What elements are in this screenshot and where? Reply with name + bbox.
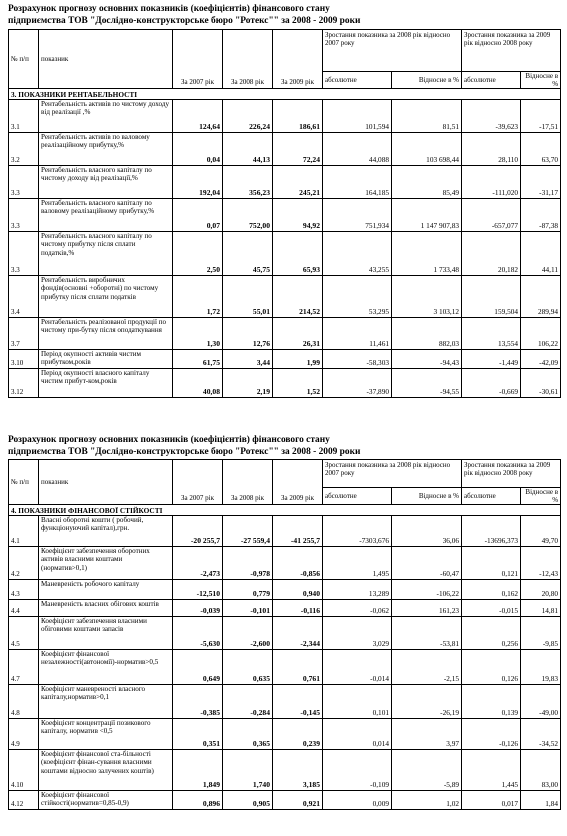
table-row bbox=[9, 719, 561, 750]
growth-rel-2008: -106,22 bbox=[392, 580, 462, 600]
growth-rel-2008: 3,97 bbox=[392, 719, 462, 750]
financial-stability-table bbox=[8, 459, 561, 810]
indicator-name: Період окупності власного капіталу чистим прибут-ком,років bbox=[39, 369, 173, 398]
row-number: 3.3 bbox=[9, 199, 39, 232]
value-2007: 0,04 bbox=[173, 133, 223, 166]
value-2008: -2,600 bbox=[223, 617, 273, 650]
value-2009: 1,52 bbox=[273, 369, 323, 398]
value-2008: 0,365 bbox=[223, 719, 273, 750]
growth-abs-2008: 101,594 bbox=[323, 100, 392, 133]
value-2009: 245,21 bbox=[273, 166, 323, 199]
table-row bbox=[9, 318, 561, 350]
section-row bbox=[9, 505, 561, 516]
growth-rel-2009: 106,22 bbox=[521, 318, 561, 350]
row-number: 4.7 bbox=[9, 650, 39, 685]
value-2007: 40,08 bbox=[173, 369, 223, 398]
col-header-num: № п/п bbox=[9, 30, 39, 89]
growth-abs-2008: -7303,676 bbox=[323, 516, 392, 547]
section-title: 4. ПОКАЗНИКИ ФІНАНСОВОЇ СТІЙКОСТІ bbox=[9, 505, 561, 516]
growth-abs-2008: 43,255 bbox=[323, 232, 392, 276]
col-header-rel-2008: Відносне в % bbox=[392, 488, 462, 505]
growth-rel-2008: 85,49 bbox=[392, 166, 462, 199]
indicator-name: Коефіцієнт фінансової ста-більності (коефіцієнт фінан-сування власними коштами відносно залучених коштів) bbox=[39, 750, 173, 791]
col-header-2007: За 2007 рік bbox=[173, 460, 223, 505]
indicator-name: Рентабельність активів по валовому реалізаційному прибутку,% bbox=[39, 133, 173, 166]
value-2009: 94,92 bbox=[273, 199, 323, 232]
value-2009: 0,940 bbox=[273, 580, 323, 600]
col-header-2009: За 2009 рік bbox=[273, 460, 323, 505]
indicator-name: Коефіцієнт маневреності власного капіталу,норматив>0,1 bbox=[39, 685, 173, 719]
growth-rel-2009: -87,38 bbox=[521, 199, 561, 232]
value-2007: -2,473 bbox=[173, 547, 223, 580]
growth-rel-2009: -17,51 bbox=[521, 100, 561, 133]
col-header-growth-2009: Зростання показника за 2009 рік відносно 2008 року bbox=[462, 30, 561, 72]
growth-abs-2009: -0,015 bbox=[462, 600, 521, 617]
growth-abs-2009: 0,256 bbox=[462, 617, 521, 650]
row-number: 3.1 bbox=[9, 100, 39, 133]
value-2008: 226,24 bbox=[223, 100, 273, 133]
value-2008: 3,44 bbox=[223, 350, 273, 369]
table-row bbox=[9, 350, 561, 369]
table-row bbox=[9, 791, 561, 810]
growth-abs-2008: -37,890 bbox=[323, 369, 392, 398]
growth-rel-2008: -26,19 bbox=[392, 685, 462, 719]
growth-rel-2008: 36,06 bbox=[392, 516, 462, 547]
growth-abs-2008: 0,014 bbox=[323, 719, 392, 750]
value-2009: 3,185 bbox=[273, 750, 323, 791]
row-number: 4.3 bbox=[9, 580, 39, 600]
value-2008: -0,284 bbox=[223, 685, 273, 719]
col-header-abs-2009: абсолютне bbox=[462, 72, 521, 89]
value-2008: 12,76 bbox=[223, 318, 273, 350]
value-2008: 752,00 bbox=[223, 199, 273, 232]
col-header-2008: За 2008 рік bbox=[223, 460, 273, 505]
value-2009: 26,31 bbox=[273, 318, 323, 350]
block1-heading-line1: Розрахунок прогнозу основних показників (коефіцієнтів) фінансового стану bbox=[8, 4, 330, 14]
growth-rel-2009: -31,17 bbox=[521, 166, 561, 199]
value-2008: 44,13 bbox=[223, 133, 273, 166]
row-number: 3.10 bbox=[9, 350, 39, 369]
value-2008: -0,978 bbox=[223, 547, 273, 580]
growth-rel-2009: -34,52 bbox=[521, 719, 561, 750]
growth-rel-2008: 1 733,48 bbox=[392, 232, 462, 276]
growth-abs-2009: -0,126 bbox=[462, 719, 521, 750]
growth-abs-2008: 13,289 bbox=[323, 580, 392, 600]
table-row bbox=[9, 369, 561, 398]
growth-abs-2009: 20,182 bbox=[462, 232, 521, 276]
indicator-name: Коефіцієнт концентрації позикового капіталу, норматив <0,5 bbox=[39, 719, 173, 750]
growth-rel-2008: 103 698,44 bbox=[392, 133, 462, 166]
growth-abs-2008: 164,185 bbox=[323, 166, 392, 199]
col-header-indicator: показник bbox=[39, 460, 173, 505]
value-2008: -27 559,4 bbox=[223, 516, 273, 547]
growth-abs-2008: 11,461 bbox=[323, 318, 392, 350]
growth-abs-2009: 0,139 bbox=[462, 685, 521, 719]
value-2009: 0,239 bbox=[273, 719, 323, 750]
growth-rel-2008: -53,81 bbox=[392, 617, 462, 650]
row-number: 3.2 bbox=[9, 133, 39, 166]
growth-abs-2008: 0,009 bbox=[323, 791, 392, 810]
value-2008: 55,01 bbox=[223, 276, 273, 318]
value-2009: 0,921 bbox=[273, 791, 323, 810]
growth-rel-2009: -12,43 bbox=[521, 547, 561, 580]
table-row bbox=[9, 685, 561, 719]
growth-abs-2008: -0,014 bbox=[323, 650, 392, 685]
growth-abs-2009: -0,669 bbox=[462, 369, 521, 398]
col-header-2007: За 2007 рік bbox=[173, 30, 223, 89]
growth-rel-2008: 882,03 bbox=[392, 318, 462, 350]
growth-abs-2009: -39,623 bbox=[462, 100, 521, 133]
value-2007: 61,75 bbox=[173, 350, 223, 369]
row-number: 4.9 bbox=[9, 719, 39, 750]
growth-abs-2009: -657,077 bbox=[462, 199, 521, 232]
indicator-name: Рентабельність власного капіталу по чистому прибутку після сплати податків,% bbox=[39, 232, 173, 276]
value-2007: -5,630 bbox=[173, 617, 223, 650]
section-row bbox=[9, 89, 561, 100]
value-2007: 0,351 bbox=[173, 719, 223, 750]
growth-rel-2008: -94,43 bbox=[392, 350, 462, 369]
growth-rel-2009: -42,09 bbox=[521, 350, 561, 369]
table-row bbox=[9, 580, 561, 600]
col-header-rel-2009: Відносне в % bbox=[521, 488, 561, 505]
growth-rel-2008: -2,15 bbox=[392, 650, 462, 685]
value-2009: -0,145 bbox=[273, 685, 323, 719]
table-row bbox=[9, 600, 561, 617]
growth-rel-2008: 3 103,12 bbox=[392, 276, 462, 318]
value-2009: -0,856 bbox=[273, 547, 323, 580]
growth-rel-2009: 49,70 bbox=[521, 516, 561, 547]
value-2009: 1,99 bbox=[273, 350, 323, 369]
growth-abs-2009: -111,020 bbox=[462, 166, 521, 199]
indicator-name: Коефіцієнт фінансової незалежності(автономії)-норматив>0,5 bbox=[39, 650, 173, 685]
value-2009: 214,52 bbox=[273, 276, 323, 318]
indicator-name: Маневреність робочого капіталу bbox=[39, 580, 173, 600]
growth-rel-2009: 14,81 bbox=[521, 600, 561, 617]
value-2007: 0,896 bbox=[173, 791, 223, 810]
value-2009: -0,116 bbox=[273, 600, 323, 617]
growth-rel-2008: 81,51 bbox=[392, 100, 462, 133]
growth-rel-2008: 1 147 907,83 bbox=[392, 199, 462, 232]
indicator-name: Коефіцієнт забезпечення оборотних активів власними коштами (норматив>0,1) bbox=[39, 547, 173, 580]
block2-heading-line2: підприємства ТОВ "Дослідно-конструкторське бюро "Ротекс"" за 2008 - 2009 роки bbox=[8, 447, 361, 457]
col-header-rel-2008: Відносне в % bbox=[392, 72, 462, 89]
growth-rel-2008: 161,23 bbox=[392, 600, 462, 617]
growth-abs-2009: 13,554 bbox=[462, 318, 521, 350]
growth-abs-2008: 53,295 bbox=[323, 276, 392, 318]
value-2007: -12,510 bbox=[173, 580, 223, 600]
row-number: 4.8 bbox=[9, 685, 39, 719]
growth-abs-2008: -58,303 bbox=[323, 350, 392, 369]
value-2007: 0,07 bbox=[173, 199, 223, 232]
value-2009: 72,24 bbox=[273, 133, 323, 166]
growth-rel-2009: 20,80 bbox=[521, 580, 561, 600]
growth-rel-2008: -94,55 bbox=[392, 369, 462, 398]
value-2007: 0,649 bbox=[173, 650, 223, 685]
growth-abs-2008: 1,495 bbox=[323, 547, 392, 580]
indicator-name: Рентабельність власного капіталу по чистому доходу від реалізації,% bbox=[39, 166, 173, 199]
growth-rel-2009: 83,00 bbox=[521, 750, 561, 791]
value-2007: 1,30 bbox=[173, 318, 223, 350]
value-2009: 186,61 bbox=[273, 100, 323, 133]
value-2009: -41 255,7 bbox=[273, 516, 323, 547]
growth-abs-2008: 3,029 bbox=[323, 617, 392, 650]
col-header-abs-2008: абсолютне bbox=[323, 488, 392, 505]
growth-abs-2009: 0,126 bbox=[462, 650, 521, 685]
row-number: 4.1 bbox=[9, 516, 39, 547]
row-number: 3.3 bbox=[9, 232, 39, 276]
growth-abs-2008: -0,109 bbox=[323, 750, 392, 791]
growth-abs-2009: 0,017 bbox=[462, 791, 521, 810]
value-2008: -0,101 bbox=[223, 600, 273, 617]
indicator-name: Рентабельність реалізованої продукції по чистому при-бутку після оподаткування bbox=[39, 318, 173, 350]
col-header-growth-2009: Зростання показника за 2009 рік відносно 2008 року bbox=[462, 460, 561, 488]
table-row bbox=[9, 617, 561, 650]
col-header-indicator: показник bbox=[39, 30, 173, 89]
profitability-table bbox=[8, 29, 561, 398]
growth-abs-2008: 751,934 bbox=[323, 199, 392, 232]
col-header-2009: За 2009 рік bbox=[273, 30, 323, 89]
row-number: 4.2 bbox=[9, 547, 39, 580]
growth-abs-2008: 44,088 bbox=[323, 133, 392, 166]
value-2008: 0,635 bbox=[223, 650, 273, 685]
table-row bbox=[9, 166, 561, 199]
table-row bbox=[9, 232, 561, 276]
table-row bbox=[9, 547, 561, 580]
growth-rel-2009: 44,11 bbox=[521, 232, 561, 276]
growth-abs-2009: 0,121 bbox=[462, 547, 521, 580]
section-title: 3. ПОКАЗНИКИ РЕНТАБЕЛЬНОСТІ bbox=[9, 89, 561, 100]
growth-rel-2009: -49,00 bbox=[521, 685, 561, 719]
table-row bbox=[9, 100, 561, 133]
growth-abs-2009: 1,445 bbox=[462, 750, 521, 791]
value-2008: 0,779 bbox=[223, 580, 273, 600]
growth-abs-2009: 0,162 bbox=[462, 580, 521, 600]
indicator-name: Власні оборотні кошти ( робочий, функціонуючий капітал),грн. bbox=[39, 516, 173, 547]
block1-heading-line2: підприємства ТОВ "Дослідно-конструкторське бюро "Ротекс"" за 2008 - 2009 роки bbox=[8, 16, 361, 26]
growth-abs-2009: -13696,373 bbox=[462, 516, 521, 547]
growth-rel-2008: -5,89 bbox=[392, 750, 462, 791]
value-2007: 1,72 bbox=[173, 276, 223, 318]
value-2007: 2,50 bbox=[173, 232, 223, 276]
value-2007: 124,64 bbox=[173, 100, 223, 133]
table-row bbox=[9, 276, 561, 318]
col-header-growth-2008: Зростання показника за 2008 рік відносно 2007 року bbox=[323, 460, 462, 488]
value-2008: 356,23 bbox=[223, 166, 273, 199]
block2-heading-line1: Розрахунок прогнозу основних показників (коефіцієнтів) фінансового стану bbox=[8, 435, 330, 445]
col-header-rel-2009: Відносне в % bbox=[521, 72, 561, 89]
row-number: 3.4 bbox=[9, 276, 39, 318]
col-header-growth-2008: Зростання показника за 2008 рік відносно 2007 року bbox=[323, 30, 462, 72]
table-row bbox=[9, 199, 561, 232]
growth-abs-2009: 159,504 bbox=[462, 276, 521, 318]
growth-abs-2009: 28,110 bbox=[462, 133, 521, 166]
value-2007: -0,039 bbox=[173, 600, 223, 617]
growth-rel-2008: -60,47 bbox=[392, 547, 462, 580]
growth-abs-2008: -0,062 bbox=[323, 600, 392, 617]
growth-abs-2009: -1,449 bbox=[462, 350, 521, 369]
growth-rel-2009: -9,85 bbox=[521, 617, 561, 650]
indicator-name: Період окупності активів чистим прибутком,років bbox=[39, 350, 173, 369]
table-row bbox=[9, 516, 561, 547]
indicator-name: Коефіцієнт забезпечення власними обіговими коштами запасів bbox=[39, 617, 173, 650]
growth-rel-2008: 1,02 bbox=[392, 791, 462, 810]
growth-rel-2009: 1,84 bbox=[521, 791, 561, 810]
col-header-abs-2009: абсолютне bbox=[462, 488, 521, 505]
value-2009: 65,93 bbox=[273, 232, 323, 276]
row-number: 3.7 bbox=[9, 318, 39, 350]
row-number: 3.12 bbox=[9, 369, 39, 398]
indicator-name: Рентабельність активів по чистому доходу від реалізації ,% bbox=[39, 100, 173, 133]
value-2008: 0,905 bbox=[223, 791, 273, 810]
value-2008: 2,19 bbox=[223, 369, 273, 398]
indicator-name: Рентабельність виробничих фондів(основні +оборотні) по чистому прибутку після сплати податків bbox=[39, 276, 173, 318]
table-row bbox=[9, 750, 561, 791]
indicator-name: Коефіцієнт фінансової стійкості(норматив=0,85-0,9) bbox=[39, 791, 173, 810]
value-2009: 0,761 bbox=[273, 650, 323, 685]
indicator-name: Рентабельність власного капіталу по валовому реалізаційному прибутку,% bbox=[39, 199, 173, 232]
indicator-name: Маневреність власних обігових коштів bbox=[39, 600, 173, 617]
value-2007: -20 255,7 bbox=[173, 516, 223, 547]
row-number: 4.12 bbox=[9, 791, 39, 810]
col-header-abs-2008: абсолютне bbox=[323, 72, 392, 89]
table-row bbox=[9, 133, 561, 166]
col-header-2008: За 2008 рік bbox=[223, 30, 273, 89]
row-number: 4.10 bbox=[9, 750, 39, 791]
table-row bbox=[9, 650, 561, 685]
growth-rel-2009: 289,94 bbox=[521, 276, 561, 318]
value-2009: -2,344 bbox=[273, 617, 323, 650]
growth-rel-2009: 63,70 bbox=[521, 133, 561, 166]
row-number: 4.4 bbox=[9, 600, 39, 617]
value-2008: 45,75 bbox=[223, 232, 273, 276]
row-number: 3.3 bbox=[9, 166, 39, 199]
col-header-num: № п/п bbox=[9, 460, 39, 505]
value-2007: 1,849 bbox=[173, 750, 223, 791]
growth-rel-2009: -30,61 bbox=[521, 369, 561, 398]
table-header-row bbox=[9, 30, 561, 72]
growth-rel-2009: 19,83 bbox=[521, 650, 561, 685]
row-number: 4.5 bbox=[9, 617, 39, 650]
value-2007: -0,385 bbox=[173, 685, 223, 719]
growth-abs-2008: 0,101 bbox=[323, 685, 392, 719]
value-2007: 192,04 bbox=[173, 166, 223, 199]
table-header-row bbox=[9, 460, 561, 488]
value-2008: 1,740 bbox=[223, 750, 273, 791]
